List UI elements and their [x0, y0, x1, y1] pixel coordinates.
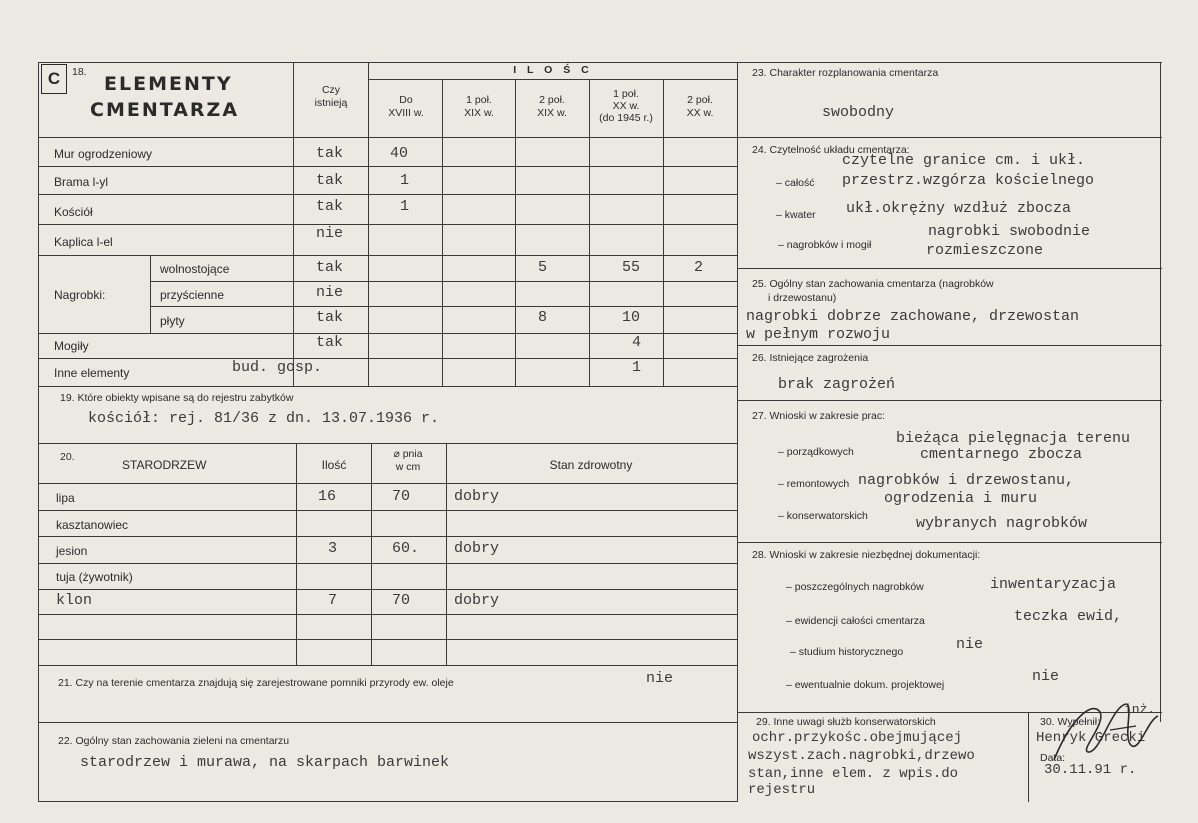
s21-value: nie — [646, 670, 674, 687]
s24-nagr-v2: rozmieszczone — [926, 242, 1044, 259]
col-czy-istnieja: Czy istnieją — [314, 84, 348, 109]
s30-date-label: Data: — [1040, 752, 1066, 764]
count-value: 8 — [538, 309, 548, 326]
title-line-2: CMENTARZA — [90, 99, 240, 121]
s28-r1-value: inwentaryzacja — [990, 576, 1117, 593]
s19-value: kościół: rej. 81/36 z dn. 13.07.1936 r. — [88, 410, 440, 427]
s27-porz-v1: bieżąca pielęgnacja terenu — [896, 430, 1131, 447]
tree-health: dobry — [454, 592, 500, 609]
s28-r2-label: – ewidencji całości cmentarza — [786, 615, 925, 627]
exists-value: tak — [316, 309, 344, 326]
s20-col-ilosc: Ilość — [321, 458, 347, 472]
exists-value: tak — [316, 145, 344, 162]
row-label: Inne elementy — [54, 366, 130, 380]
s27-rem-v2: ogrodzenia i muru — [884, 490, 1038, 507]
s21-label: 21. Czy na terenie cmentarza znajdują się zarejestrowane pomniki przyrody ew. oleje — [58, 677, 454, 689]
s30-name: Henryk Grecki — [1036, 730, 1146, 746]
tree-count: 16 — [318, 488, 337, 505]
col-period-1: Do XVIII w. — [388, 94, 424, 119]
s24-calosc-label: – całość — [776, 177, 815, 189]
col-period-5: 2 poł. XX w. — [686, 94, 714, 119]
row-label: przyścienne — [160, 288, 225, 302]
s24-label: 24. Czytelność układu cmentarza: — [752, 144, 910, 156]
s27-label: 27. Wnioski w zakresie prac: — [752, 410, 886, 422]
row-label: Mogiły — [54, 339, 89, 353]
s22-value: starodrzew i murawa, na skarpach barwinek — [80, 754, 450, 771]
tree-name: kasztanowiec — [56, 518, 129, 532]
count-value: 5 — [538, 259, 548, 276]
tree-name: klon — [56, 592, 93, 609]
s20-title: STARODRZEW — [122, 458, 207, 472]
s29-value-2: wszyst.zach.nagrobki,drzewo — [748, 748, 975, 764]
s27-kons-label: – konserwatorskich — [778, 510, 868, 522]
s25-value-2: w pełnym rozwoju — [746, 326, 891, 343]
row-label: Kaplica l-el — [54, 235, 113, 249]
s27-porz-label: – porządkowych — [778, 446, 854, 458]
s29-value-3: stan,inne elem. z wpis.do — [748, 766, 959, 782]
tree-count: 3 — [328, 540, 338, 557]
exists-value: nie — [316, 284, 344, 301]
s29-value-4: rejestru — [748, 782, 816, 798]
s27-rem-label: – remontowych — [778, 478, 850, 490]
title-line-1: ELEMENTY — [104, 73, 233, 95]
s30-label: 30. Wypełnił: — [1040, 716, 1101, 728]
s27-kons-value: wybranych nagrobków — [916, 515, 1088, 532]
s28-r3-label: – studium historycznego — [790, 646, 904, 658]
tree-diameter: 70 — [392, 592, 411, 609]
count-value: 40 — [390, 145, 409, 162]
col-period-2: 1 poł. XIX w. — [464, 94, 494, 119]
s27-rem-v1: nagrobków i drzewostanu, — [858, 472, 1075, 489]
s24-nagr-label: – nagrobków i mogił — [778, 239, 872, 251]
exists-value: tak — [316, 334, 344, 351]
count-value: 55 — [622, 259, 641, 276]
s28-r3-value: nie — [956, 636, 984, 653]
signature-mark — [1040, 690, 1170, 780]
s25-value-1: nagrobki dobrze zachowane, drzewostan — [746, 308, 1080, 325]
count-value: 10 — [622, 309, 641, 326]
tree-health: dobry — [454, 540, 500, 557]
row-label: Mur ogrodzeniowy — [54, 147, 153, 161]
s24-nagr-v1: nagrobki swobodnie — [928, 223, 1091, 240]
count-value: 4 — [632, 334, 642, 351]
exists-value: nie — [316, 225, 344, 242]
s30-date: 30.11.91 r. — [1044, 762, 1137, 778]
row-label: płyty — [160, 314, 185, 328]
s30-name-prefix: inż. — [1124, 702, 1156, 717]
inne-note: bud. gosp. — [232, 359, 323, 376]
row-label: wolnostojące — [160, 262, 230, 276]
tree-name: jesion — [56, 544, 88, 558]
tree-name: lipa — [56, 491, 75, 505]
row-label: Kościół — [54, 205, 93, 219]
tree-diameter: 70 — [392, 488, 411, 505]
section-mark: C — [41, 64, 67, 94]
s24-calosc-v2: przestrz.wzgórza kościelnego — [842, 172, 1095, 189]
row-label: Brama l-yl — [54, 175, 109, 189]
s25-label-2: i drzewostanu) — [768, 292, 837, 304]
s19-label: 19. Które obiekty wpisane są do rejestru zabytków — [60, 392, 294, 404]
count-value: 2 — [694, 259, 704, 276]
s20-number: 20. — [60, 451, 75, 463]
s29-value-1: ochr.przykośc.obejmującej — [752, 730, 963, 746]
count-value: 1 — [400, 172, 410, 189]
tree-diameter: 60. — [392, 540, 420, 557]
s24-kwater-value: ukł.okrężny wzdłuż zbocza — [846, 200, 1072, 217]
s20-col-stan: Stan zdrowotny — [549, 458, 633, 472]
exists-value: tak — [316, 198, 344, 215]
tree-count: 7 — [328, 592, 338, 609]
s28-r4-label: – ewentualnie dokum. projektowej — [786, 679, 945, 691]
s28-r4-value: nie — [1032, 668, 1060, 685]
s23-value: swobodny — [822, 104, 895, 121]
s23-label: 23. Charakter rozplanowania cmentarza — [752, 67, 939, 79]
section-number: 18. — [72, 66, 87, 78]
s26-label: 26. Istniejące zagrożenia — [752, 352, 869, 364]
s28-r1-label: – poszczególnych nagrobków — [786, 581, 924, 593]
s28-label: 28. Wnioski w zakresie niezbędnej dokumentacji: — [752, 549, 981, 561]
col-period-4: 1 poł. XX w. (do 1945 r.) — [599, 88, 653, 124]
s26-value: brak zagrożeń — [778, 376, 896, 393]
tree-name: tuja (żywotnik) — [56, 570, 133, 584]
s27-porz-v2: cmentarnego zbocza — [920, 446, 1083, 463]
s20-col-pnia: ⌀ pnia w cm — [393, 448, 423, 473]
s28-r2-value: teczka ewid, — [1014, 608, 1123, 625]
nagrobki-label: Nagrobki: — [54, 288, 106, 302]
tree-health: dobry — [454, 488, 500, 505]
count-value: 1 — [400, 198, 410, 215]
s22-label: 22. Ogólny stan zachowania zieleni na cmentarzu — [58, 735, 290, 747]
s29-label: 29. Inne uwagi służb konserwatorskich — [756, 716, 936, 728]
s24-kwater-label: – kwater — [776, 209, 816, 221]
col-ilosc: I L O Ś C — [513, 64, 593, 76]
count-value: 1 — [632, 359, 642, 376]
col-period-3: 2 poł. XIX w. — [537, 94, 567, 119]
s25-label-1: 25. Ogólny stan zachowania cmentarza (nagrobków — [752, 278, 994, 290]
exists-value: tak — [316, 172, 344, 189]
exists-value: tak — [316, 259, 344, 276]
s24-calosc-v1: czytelne granice cm. i ukł. — [842, 152, 1086, 169]
